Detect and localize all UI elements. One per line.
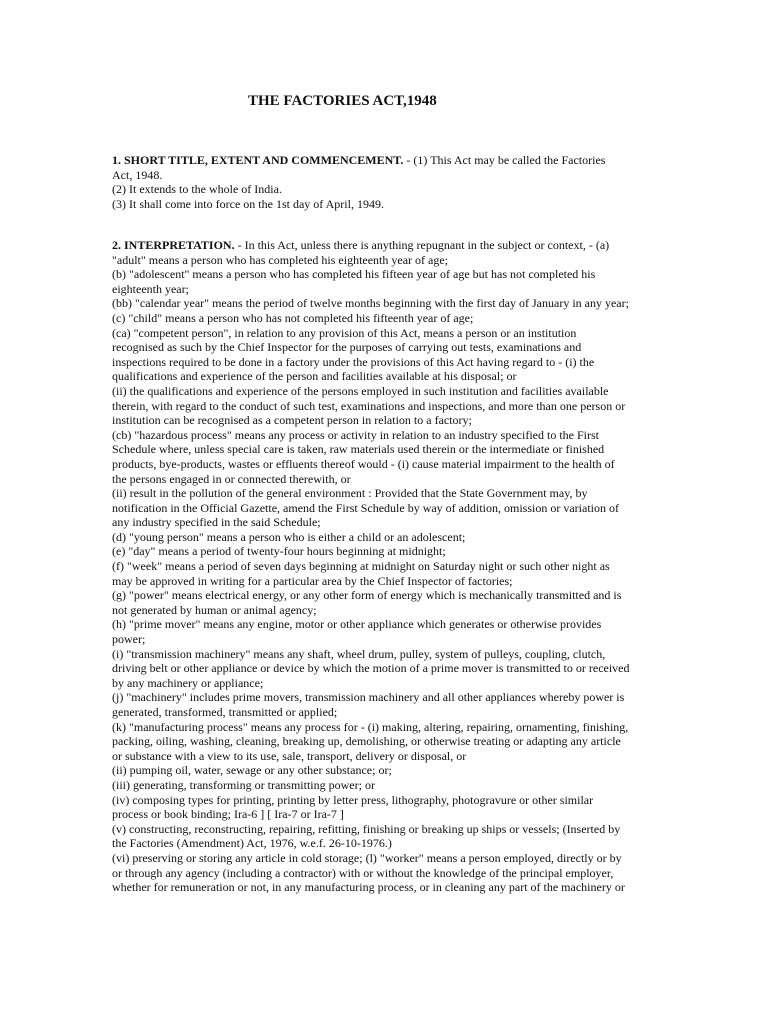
text-line: (j) "machinery" includes prime movers, transmission machinery and all other appliances whereby power is <box>112 690 625 705</box>
text-line: may be approved in writing for a particular area by the Chief Inspector of factories; <box>112 573 513 588</box>
text-line: power; <box>112 632 146 647</box>
text-line: recognised as such by the Chief Inspector for the purposes of carrying out tests, examinations and <box>112 340 582 355</box>
text-line: (h) "prime mover" means any engine, motor or other appliance which generates or otherwise provides <box>112 617 602 632</box>
section-first-line <box>112 238 644 253</box>
text-line: packing, oiling, washing, cleaning, breaking up, demolishing, or otherwise treating or adapting any article <box>112 734 621 749</box>
text-line: institution can be recognised as a competent person in relation to a factory; <box>112 413 472 428</box>
text-line: (iii) generating, transforming or transmitting power; or <box>112 777 375 792</box>
text-line: (ii) the qualifications and experience of the persons employed in such institution and facilities available <box>112 383 609 398</box>
page-title: THE FACTORIES ACT,1948 <box>248 93 437 109</box>
section-short-title <box>112 153 644 211</box>
text-line: (ii) pumping oil, water, sewage or any other substance; or; <box>112 763 392 778</box>
text-line: (b) "adolescent" means a person who has completed his fifteen year of age but has not completed his <box>112 267 596 282</box>
section-heading: 2. INTERPRETATION. <box>112 238 235 252</box>
text-line: the persons engaged in or connected therewith, or <box>112 471 351 486</box>
text-line: not generated by human or animal agency; <box>112 602 317 617</box>
text-line: inspections required to be done in a factory under the provisions of this Act having regard to - (i) the <box>112 354 595 369</box>
text-line: therein, with regard to the conduct of such test, examinations and inspections, and more than one person or <box>112 398 626 413</box>
text-line: (ii) result in the pollution of the general environment : Provided that the State Government may, by <box>112 486 588 501</box>
text-line: any industry specified in the said Schedule; <box>112 515 321 530</box>
text-line: (2) It extends to the whole of India. <box>112 182 282 197</box>
text-line: Schedule where, unless special care is taken, raw materials used therein or the intermediate or finished <box>112 442 605 457</box>
text-line: (d) "young person" means a person who is either a child or an adolescent; <box>112 529 466 544</box>
text-line: (vi) preserving or storing any article in cold storage; (l) "worker" means a person employed, directly or by <box>112 850 622 865</box>
section-text: - (1) This Act may be called the Factories <box>403 153 606 167</box>
text-line: by any machinery or appliance; <box>112 675 264 690</box>
text-line: products, bye-products, wastes or effluents thereof would - (i) cause material impairment to the health of <box>112 456 615 471</box>
text-line: generated, transformed, transmitted or applied; <box>112 705 338 719</box>
text-line: or through any agency (including a contractor) with or without the knowledge of the principal employer, <box>112 865 614 880</box>
text-line: Act, 1948. <box>112 167 163 182</box>
text-line: (cb) "hazardous process" means any process or activity in relation to an industry specified to the First <box>112 427 599 442</box>
text-line: (v) constructing, reconstructing, repairing, refitting, finishing or breaking up ships or vessels; (Inserted by <box>112 821 621 836</box>
text-line: (e) "day" means a period of twenty-four hours beginning at midnight; <box>112 544 446 559</box>
text-line: (ca) "competent person", in relation to any provision of this Act, means a person or an institution <box>112 325 577 340</box>
text-line: (f) "week" means a period of seven days beginning at midnight on Saturday night or such other night as <box>112 559 610 574</box>
text-line: eighteenth year; <box>112 281 189 296</box>
text-line: (iv) composing types for printing, printing by letter press, lithography, photogravure or other similar <box>112 792 594 807</box>
text-line: the Factories (Amendment) Act, 1976, w.e.f. 26-10-1976.) <box>112 836 392 851</box>
text-line: notification in the Official Gazette, amend the First Schedule by way of addition, omission or variation of <box>112 500 619 515</box>
text-line: (3) It shall come into force on the 1st day of April, 1949. <box>112 196 384 211</box>
text-line: (i) "transmission machinery" means any shaft, wheel drum, pulley, system of pulleys, coupling, clutch, <box>112 646 606 661</box>
text-line: (g) "power" means electrical energy, or any other form of energy which is mechanically transmitted and is <box>112 588 622 603</box>
text-line: whether for remuneration or not, in any manufacturing process, or in cleaning any part of the machinery or <box>112 880 625 895</box>
text-line: (k) "manufacturing process" means any process for - (i) making, altering, repairing, ornamenting, finishing, <box>112 719 629 734</box>
text-line: qualifications and experience of the person and facilities available at his disposal; or <box>112 369 517 384</box>
text-line: or substance with a view to its use, sale, transport, delivery or disposal, or <box>112 748 467 763</box>
text-line: (c) "child" means a person who has not completed his fifteenth year of age; <box>112 310 474 325</box>
section-first-line <box>112 153 644 168</box>
section-text: - In this Act, unless there is anything repugnant in the subject or context, - (a) <box>234 238 610 252</box>
section-heading: 1. SHORT TITLE, EXTENT AND COMMENCEMENT. <box>112 153 404 167</box>
section-interpretation <box>112 238 644 895</box>
text-line: (bb) "calendar year" means the period of twelve months beginning with the first day of January in any year; <box>112 296 629 311</box>
text-line: "adult" means a person who has completed his eighteenth year of age; <box>112 252 449 267</box>
text-line: driving belt or other appliance or device by which the motion of a prime mover is transmitted to or received <box>112 661 630 676</box>
text-line: process or book binding; Ira-6 ] [ Ira-7 or Ira-7 ] <box>112 807 344 822</box>
